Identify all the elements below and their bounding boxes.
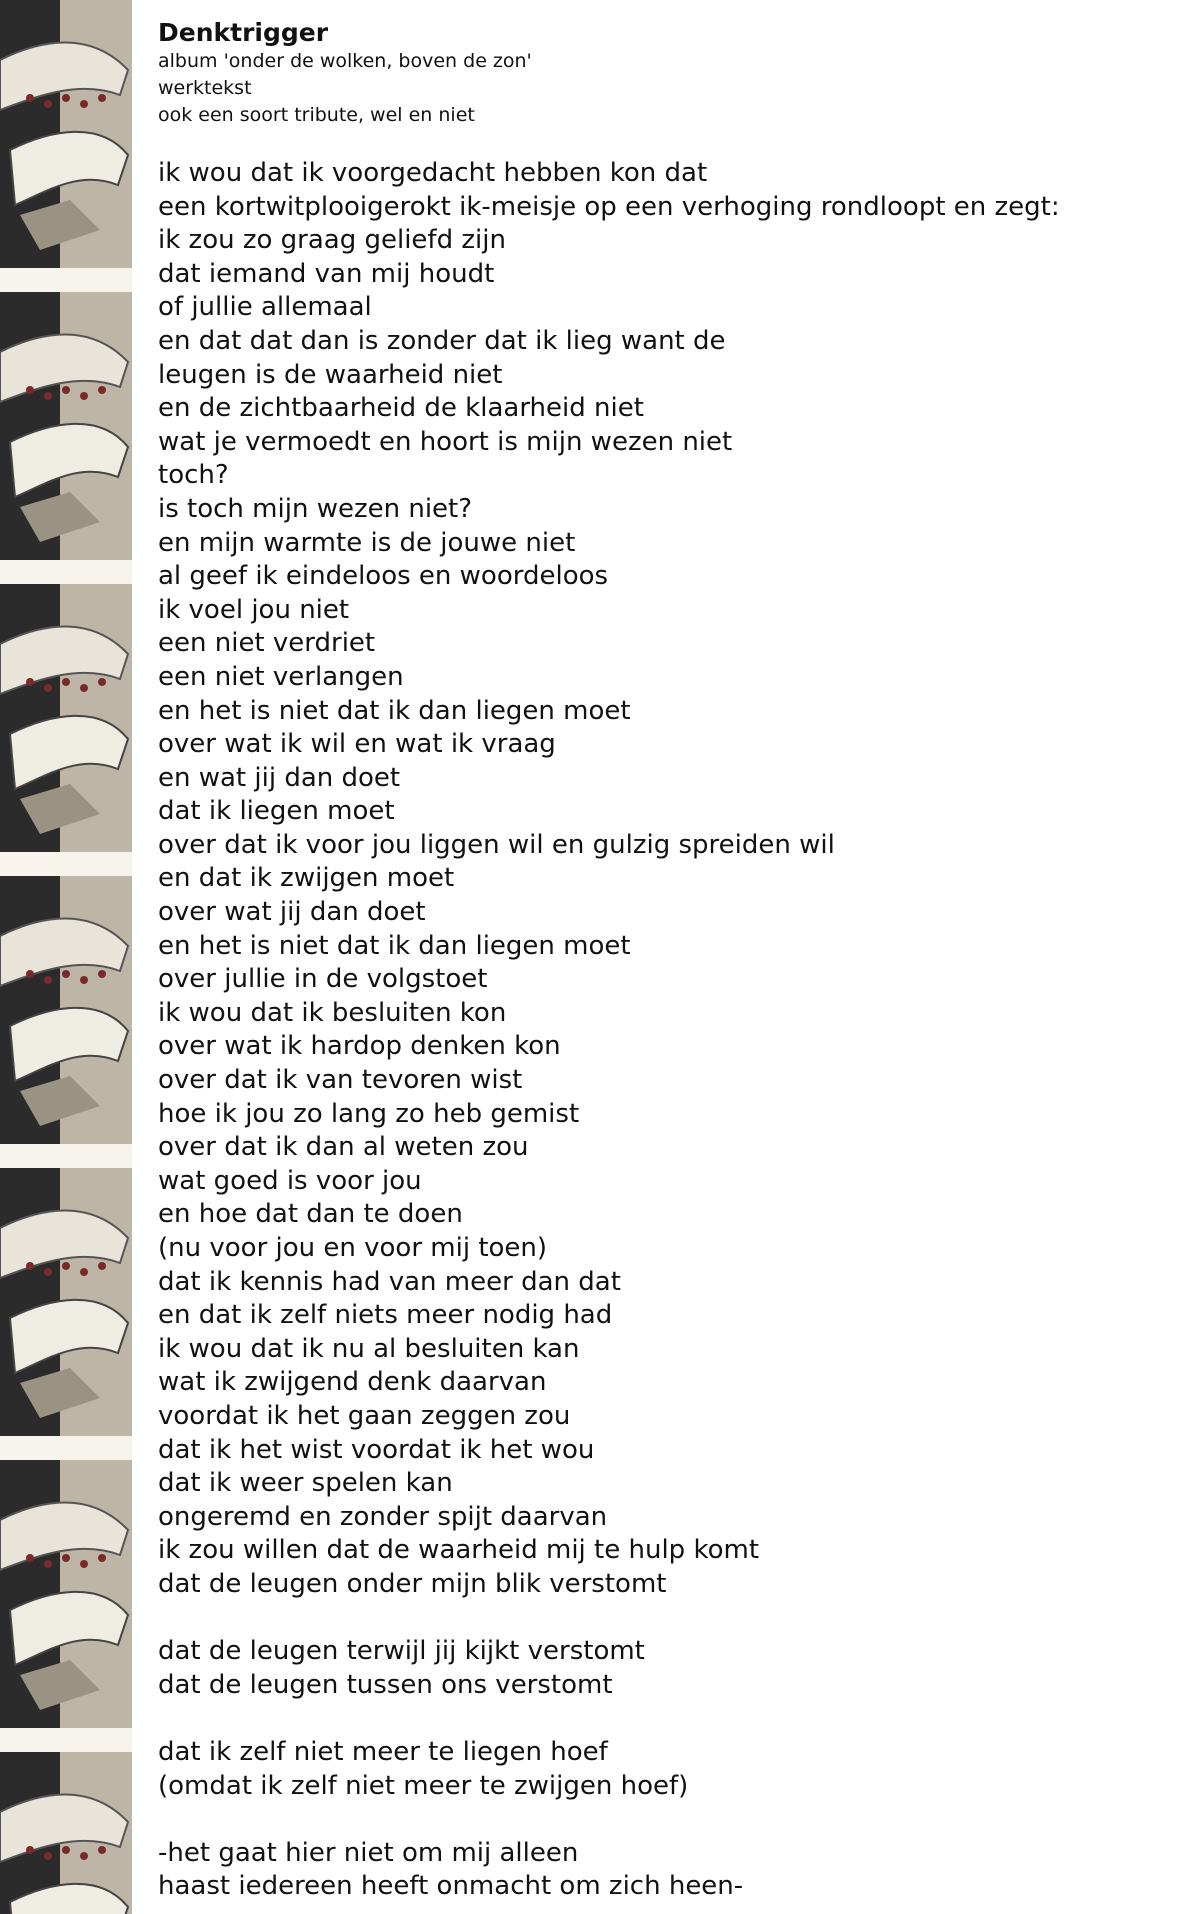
poem-line: dat ik zelf niet meer te liegen hoef	[158, 1736, 608, 1767]
stanza-break	[158, 1803, 1168, 1837]
poem-line: en dat ik zelf niets meer nodig had	[158, 1300, 613, 1331]
poem-line: ik zou willen dat de waarheid mij te hulp komt	[158, 1535, 760, 1566]
poem-line: een niet verlangen	[158, 661, 404, 692]
poem-line: en wat jij dan doet	[158, 762, 401, 793]
poem-line: over wat ik wil en wat ik vraag	[158, 729, 556, 760]
poem-line: al geef ik eindeloos en woordeloos	[158, 561, 609, 592]
stanza-break	[158, 1702, 1168, 1736]
poem-line: een kortwitplooigerokt ik-meisje op een verhoging rondloopt en zegt:	[158, 191, 1060, 222]
poem-line: over dat ik van tevoren wist	[158, 1065, 523, 1096]
poem-line: ik voel jou niet	[158, 594, 350, 625]
poem-text	[158, 157, 1168, 1904]
poem-line: -het gaat hier niet om mij alleen	[158, 1837, 579, 1868]
poem-line: (omdat ik zelf niet meer te zwijgen hoef)	[158, 1770, 689, 1801]
poem-line: haast iedereen heeft onmacht om zich heen-	[158, 1871, 744, 1902]
poem-line: en dat dat dan is zonder dat ik lieg want de	[158, 325, 726, 356]
page-title: Denktrigger	[158, 18, 329, 47]
document-meta	[158, 48, 1168, 129]
poem-line: dat de leugen tussen ons verstomt	[158, 1669, 613, 1700]
poem-line: en mijn warmte is de jouwe niet	[158, 527, 576, 558]
poem-line: over dat ik dan al weten zou	[158, 1132, 529, 1163]
poem-line: over dat ik voor jou liggen wil en gulzig spreiden wil	[158, 829, 835, 860]
poem-line: dat de leugen onder mijn blik verstomt	[158, 1568, 667, 1599]
poem-line: en het is niet dat ik dan liegen moet	[158, 695, 631, 726]
poem-line: dat ik kennis had van meer dan dat	[158, 1266, 621, 1297]
poem-line: over wat ik hardop denken kon	[158, 1031, 561, 1062]
poem-line: een niet verdriet	[158, 628, 376, 659]
poem-line: wat ik zwijgend denk daarvan	[158, 1367, 547, 1398]
poem-line: leugen is de waarheid niet	[158, 359, 503, 390]
poem-line: wat goed is voor jou	[158, 1165, 422, 1196]
poem-line: over wat jij dan doet	[158, 897, 426, 928]
poem-line: dat de leugen terwijl jij kijkt verstomt	[158, 1636, 645, 1667]
poem-line: dat ik liegen moet	[158, 796, 395, 827]
poem-line: ik zou zo graag geliefd zijn	[158, 225, 506, 256]
poem-line: of jullie allemaal	[158, 292, 372, 323]
poem-line: dat iemand van mij houdt	[158, 258, 495, 289]
poem-line: ik wou dat ik voorgedacht hebben kon dat	[158, 158, 708, 188]
poem-line: ongeremd en zonder spijt daarvan	[158, 1501, 608, 1532]
meta-line: werktekst	[158, 77, 252, 99]
poem-line: (nu voor jou en voor mij toen)	[158, 1233, 548, 1263]
poem-line: is toch mijn wezen niet?	[158, 493, 473, 524]
poem-line: en hoe dat dan te doen	[158, 1199, 463, 1230]
poem-line: over jullie in de volgstoet	[158, 964, 488, 995]
film-strip-image	[0, 0, 132, 1914]
poem-line: hoe ik jou zo lang zo heb gemist	[158, 1098, 580, 1129]
poem-line: ik wou dat ik besluiten kon	[158, 997, 507, 1028]
poem-line: voordat ik het gaan zeggen zou	[158, 1400, 571, 1431]
poem-line: dat ik weer spelen kan	[158, 1468, 453, 1499]
poem-line: toch?	[158, 460, 229, 491]
poem-line: en de zichtbaarheid de klaarheid niet	[158, 393, 644, 424]
poem-line: en het is niet dat ik dan liegen moet	[158, 930, 631, 961]
document-body	[158, 18, 1168, 1904]
stanza-break	[158, 1602, 1168, 1636]
meta-line: album 'onder de wolken, boven de zon'	[158, 50, 532, 72]
meta-line: ook een soort tribute, wel en niet	[158, 104, 475, 126]
poem-line: dat ik het wist voordat ik het wou	[158, 1434, 595, 1465]
poem-line: en dat ik zwijgen moet	[158, 863, 455, 894]
poem-line: wat je vermoedt en hoort is mijn wezen niet	[158, 426, 733, 457]
poem-line: ik wou dat ik nu al besluiten kan	[158, 1333, 580, 1364]
decorative-side-strip	[0, 0, 132, 1914]
